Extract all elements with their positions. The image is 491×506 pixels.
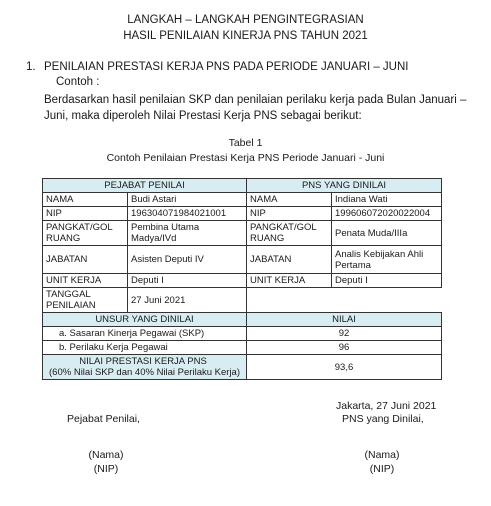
cell-label: PANGKAT/GOL RUANG [43,221,128,246]
cell-value: Analis Kebijakan Ahli Pertama [332,246,442,274]
left-signer-title: Pejabat Penilai, [67,413,140,425]
right-signer-nip: (NIP) [369,463,395,475]
header-pejabat-penilai: PEJABAT PENILAI [43,179,247,193]
left-signer-nip: (NIP) [93,463,119,475]
cell-label: PANGKAT/GOL RUANG [247,221,332,246]
example-label: Contoh : [56,76,100,88]
final-score-value: 93,6 [247,355,442,380]
score-value: 96 [247,341,442,355]
paragraph-line-2: Juni, maka diperoleh Nilai Prestasi Kerja PNS sebagai berikut: [44,110,362,122]
table-caption-label: Tabel 1 [228,137,263,149]
header-pns-dinilai: PNS YANG DINILAI [247,179,442,193]
final-score-label-line1: NILAI PRESTASI KERJA PNS [79,356,207,367]
assessment-table [42,178,442,380]
score-header-row [43,313,442,327]
date-value: 27 Juni 2021 [128,288,247,313]
right-signer-title: PNS yang Dinilai, [342,413,424,425]
cell-label: NAMA [43,193,128,207]
table-row [43,207,442,221]
right-signer-name: (Nama) [364,449,400,461]
left-signer-name: (Nama) [88,449,124,461]
cell-label: NAMA [247,193,332,207]
final-score-label-line2: (60% Nilai SKP dan 40% Nilai Perilaku Kerja) [49,367,240,378]
cell-label: UNIT KERJA [43,274,128,288]
cell-label: JABATAN [43,246,128,274]
cell-label: JABATAN [247,246,332,274]
cell-label: NIP [43,207,128,221]
date-label: TANGGAL PENILAIAN [43,288,128,313]
cell-value: Pembina Utama Madya/IVd [128,221,247,246]
score-value: 92 [247,327,442,341]
score-row [43,341,442,355]
cell-value: Asisten Deputi IV [128,246,247,274]
table-row [43,221,442,246]
score-row [43,327,442,341]
table-caption-title: Contoh Penilaian Prestasi Kerja PNS Periode Januari - Juni [106,152,385,164]
page-title-line2: HASIL PENILAIAN KINERJA PNS TAHUN 2021 [123,30,368,42]
cell-value: 199606072020022004 [332,207,442,221]
cell-label: UNIT KERJA [247,274,332,288]
cell-value: Deputi I [128,274,247,288]
table-row [43,274,442,288]
score-label: b. Perilaku Kerja Pegawai [43,341,247,355]
cell-value: Deputi I [332,274,442,288]
header-nilai: NILAI [247,313,442,327]
final-score-row [43,355,442,380]
table-row-date [43,288,442,313]
cell-value: Indiana Wati [332,193,442,207]
page-title-line1: LANGKAH – LANGKAH PENGINTEGRASIAN [127,14,364,26]
cell-value: 196304071984021001 [128,207,247,221]
paragraph-line-1: Berdasarkan hasil penilaian SKP dan penilaian perilaku kerja pada Bulan Januari – [44,94,467,106]
header-unsur-dinilai: UNSUR YANG DINILAI [43,313,247,327]
final-score-label [43,355,247,380]
table-row [43,193,442,207]
table-row [43,246,442,274]
section-number: 1. [26,61,36,73]
section-heading: PENILAIAN PRESTASI KERJA PNS PADA PERIODE JANUARI – JUNI [44,61,409,73]
cell-value: Penata Muda/IIIa [332,221,442,246]
cell-value: Budi Astari [128,193,247,207]
place-date: Jakarta, 27 Juni 2021 [336,400,437,412]
table-header-row [43,179,442,193]
cell-label: NIP [247,207,332,221]
score-label: a. Sasaran Kinerja Pegawai (SKP) [43,327,247,341]
empty-cell [247,288,442,313]
